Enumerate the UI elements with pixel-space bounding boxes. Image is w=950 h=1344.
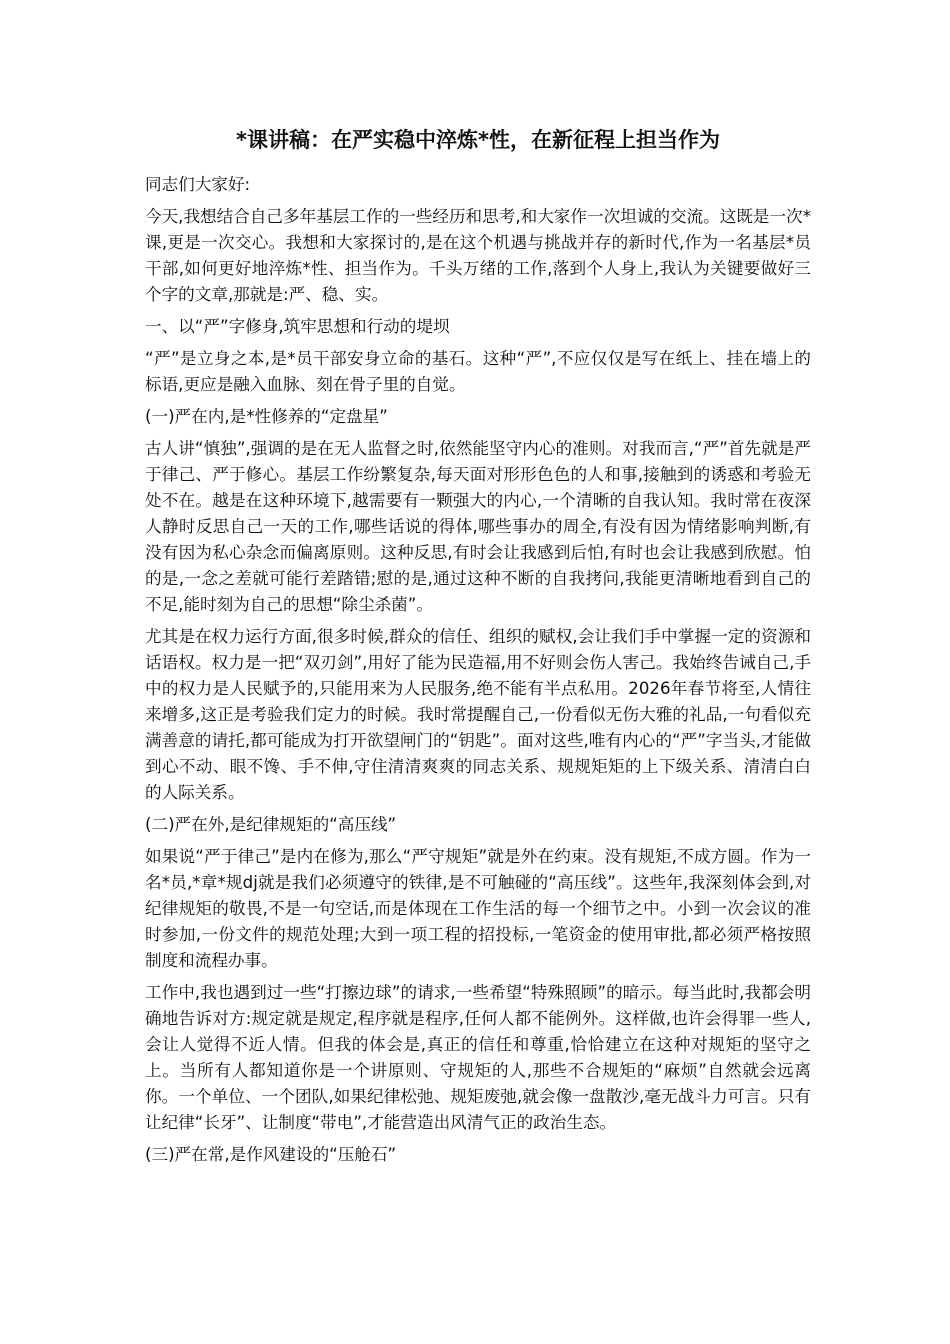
paragraph-strict-foundation: “严”是立身之本,是*员干部安身立命的基石。这种“严”,不应仅仅是写在纸上、挂在墙上的标语,更应是融入血脉、刻在骨子里的自觉。 — [145, 349, 811, 394]
subsection-heading-2: (二)严在外,是纪律规矩的“高压线” — [145, 815, 397, 834]
document-title: *课讲稿：在严实稳中淬炼*性，在新征程上担当作为 — [236, 128, 720, 152]
subsection-heading-1: (一)严在内,是*性修养的“定盘星” — [145, 407, 388, 426]
greeting: 同志们大家好: — [145, 175, 251, 194]
document-page — [145, 120, 811, 1174]
paragraph-work-practice: 工作中,我也遇到过一些“打擦边球”的请求,一些希望“特殊照顾”的暗示。每当此时,我都会明确地告诉对方:规定就是规定,程序就是程序,任何人都不能例外。这样做,也许会得罪一些人,会让人觉得不近人情。但我的体会是,真正的信任和尊重,恰恰建立在这种对规矩的坚守之上。当所有人都知道你是一个讲原则、守规矩的人,那些不合规矩的“麻烦”自然就会远离你。一个单位、一个团队,如果纪律松弛、规矩废弛,就会像一盘散沙,毫无战斗力可言。只有让纪律“长牙”、让制度“带电”,才能营造出风清气正的政治生态。 — [145, 983, 811, 1132]
paragraph-self-discipline: 古人讲“慎独”,强调的是在无人监督之时,依然能坚守内心的准则。对我而言,“严”首先就是严于律己、严于修心。基层工作纷繁复杂,每天面对形形色色的人和事,接触到的诱惑和考验无处不在。越是在这种环境下,越需要有一颗强大的内心,一个清晰的自我认知。我时常在夜深人静时反思自己一天的工作,哪些话说的得体,哪些事办的周全,有没有因为情绪影响判断,有没有因为私心杂念而偏离原则。这种反思,有时会让我感到后怕,有时也会让我感到欣慰。怕的是,一念之差就可能行差踏错;慰的是,通过这种不断的自我拷问,我能更清晰地看到自己的不足,能时刻为自己的思想“除尘杀菌”。 — [145, 439, 811, 614]
paragraph-power: 尤其是在权力运行方面,很多时候,群众的信任、组织的赋权,会让我们手中掌握一定的资源和话语权。权力是一把“双刃剑”,用好了能为民造福,用不好则会伤人害己。我始终告诫自己,手中的权力是人民赋予的,只能用来为人民服务,绝不能有半点私用。2026年春节将至,人情往来增多,这正是考验我们定力的时候。我时常提醒自己,一份看似无伤大雅的礼品,一句看似充满善意的请托,都可能成为打开欲望闸门的“钥匙”。面对这些,唯有内心的“严”字当头,才能做到心不动、眼不馋、手不伸,守住清清爽爽的同志关系、规规矩矩的上下级关系、清清白白的人际关系。 — [145, 627, 811, 802]
paragraph-intro: 今天,我想结合自己多年基层工作的一些经历和思考,和大家作一次坦诚的交流。这既是一次*课,更是一次交心。我想和大家探讨的,是在这个机遇与挑战并存的新时代,作为一名基层*员干部,如何更好地淬炼*性、担当作为。千头万绪的工作,落到个人身上,我认为关键要做好三个字的文章,那就是:严、稳、实。 — [145, 207, 812, 304]
paragraph-rules: 如果说“严于律己”是内在修为,那么“严守规矩”就是外在约束。没有规矩,不成方圆。作为一名*员,*章*规dj就是我们必须遵守的铁律,是不可触碰的“高压线”。这些年,我深刻体会到,对纪律规矩的敬畏,不是一句空话,而是体现在工作生活的每一个细节之中。小到一次会议的准时参加,一份文件的规范处理;大到一项工程的招投标,一笔资金的使用审批,都必须严格按照制度和流程办事。 — [145, 847, 811, 970]
subsection-heading-3: (三)严在常,是作风建设的“压舱石” — [145, 1145, 397, 1164]
section-heading-1: 一、以“严”字修身,筑牢思想和行动的堤坝 — [145, 317, 450, 336]
